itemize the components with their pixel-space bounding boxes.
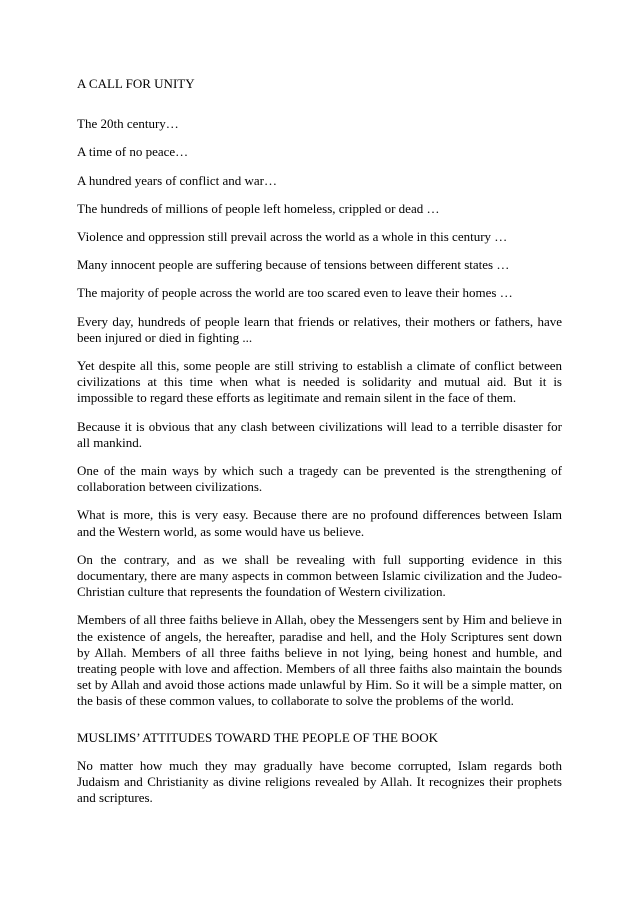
paragraph: The majority of people across the world are too scared even to leave their homes … — [77, 285, 513, 301]
paragraph: A hundred years of conflict and war… — [77, 172, 277, 188]
paragraph: Violence and oppression still prevail across the world as a whole in this century … — [77, 229, 508, 245]
paragraph: The hundreds of millions of people left homeless, crippled or dead … — [77, 200, 440, 216]
document-title: A CALL FOR UNITY — [77, 76, 195, 91]
paragraph: Many innocent people are suffering because of tensions between different states … — [77, 257, 510, 273]
paragraph: The 20th century… — [77, 116, 179, 132]
paragraph: On the contrary, and as we shall be revealing with full supporting evidence in this documentary, there are many aspects in common between Islamic civilization and the Judeo-Christian culture that represents the foundation of Western civilization. — [77, 551, 562, 600]
paragraph: Yet despite all this, some people are still striving to establish a climate of conflict between civilizations at this time when what is needed is solidarity and mutual aid. But it is impossible to regard these efforts as legitimate and remain silent in the face of them. — [77, 358, 562, 406]
paragraph: What is more, this is very easy. Because there are no profound differences between Islam and the Western world, as some would have us believe. — [77, 507, 562, 539]
paragraph: Because it is obvious that any clash between civilizations will lead to a terrible disaster for all mankind. — [77, 418, 562, 450]
paragraph: No matter how much they may gradually have become corrupted, Islam regards both Judaism and Christianity as divine religions revealed by Allah. It recognizes their prophets and scriptures. — [77, 757, 562, 806]
section-heading: MUSLIMS’ ATTITUDES TOWARD THE PEOPLE OF THE BOOK — [77, 729, 439, 745]
paragraph: A time of no peace… — [77, 144, 189, 160]
paragraph: One of the main ways by which such a tragedy can be prevented is the strengthening of collaboration between civilizations. — [77, 463, 562, 495]
document-body — [77, 76, 562, 819]
paragraph: Members of all three faiths believe in Allah, obey the Messengers sent by Him and believe in the existence of angels, the hereafter, paradise and hell, and the Holy Scriptures sent down by Allah. Members of all three faiths believe in not lying, being honest and humble, and treating people with love and affection. Members of all three faiths also maintain the bounds set by Allah and avoid those actions made unlawful by Him. So it will be a simple matter, on the basis of these common values, to collaborate to solve the problems of the world. — [77, 612, 562, 709]
paragraph: Every day, hundreds of people learn that friends or relatives, their mothers or fathers, have been injured or died in fighting ... — [77, 313, 562, 345]
